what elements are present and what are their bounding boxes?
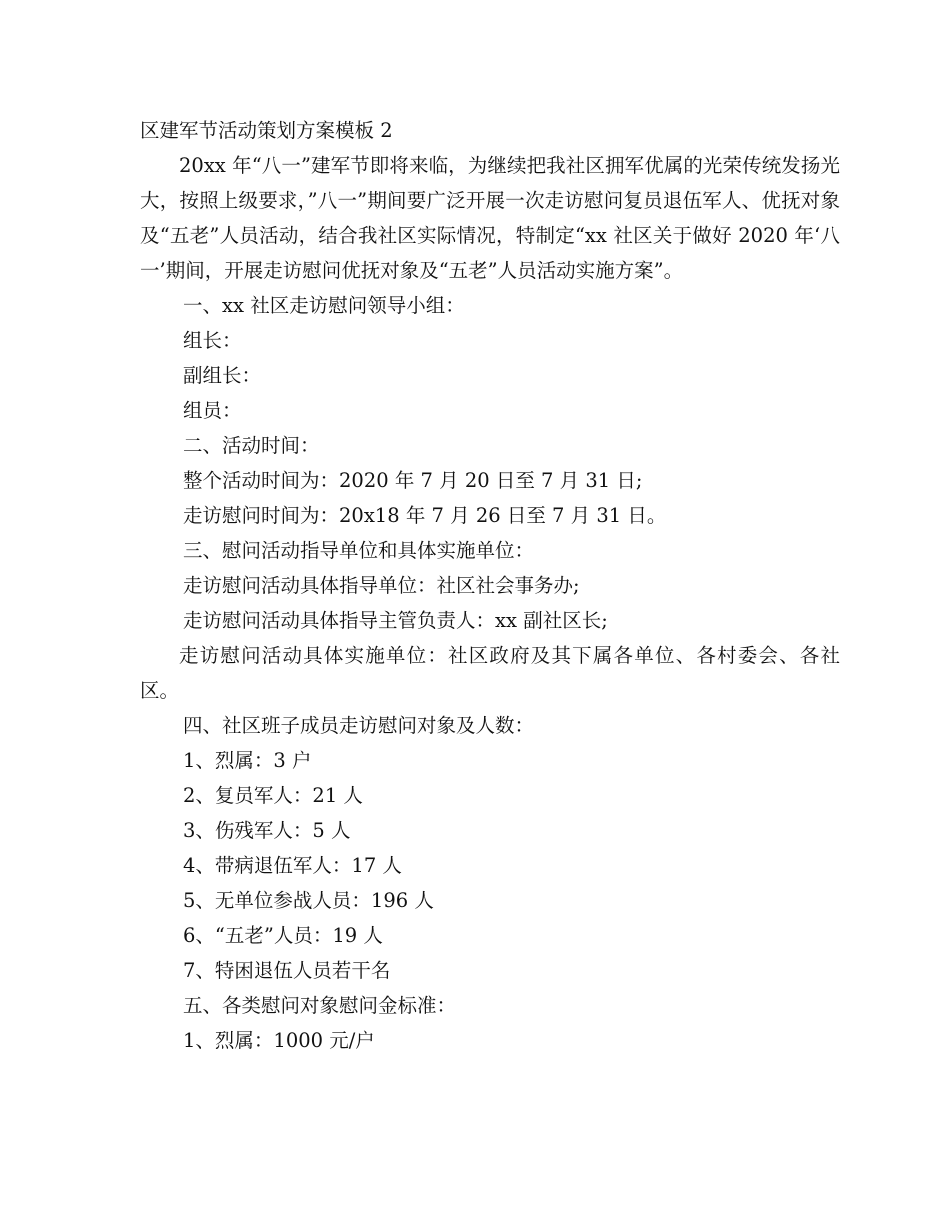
list-item: 7、特困退伍人员若干名 — [183, 959, 391, 982]
list-item: 走访慰问活动具体指导主管负责人：xx 副社区长; — [183, 609, 608, 632]
section-heading: 二、活动时间： — [183, 434, 320, 457]
list-item: 2、复员军人：21 人 — [183, 784, 363, 807]
list-item-wrapped: 走访慰问活动具体实施单位：社区政府及其下属各单位、各村委会、各社区。 — [140, 644, 840, 702]
section-heading: 五、各类慰问对象慰问金标准： — [183, 994, 457, 1017]
document-body — [140, 113, 840, 1058]
list-item: 3、伤残军人：5 人 — [183, 819, 351, 842]
list-item: 1、烈属：3 户 — [183, 749, 312, 772]
list-item: 组长： — [183, 329, 242, 352]
section-heading: 一、xx 社区走访慰问领导小组： — [183, 294, 465, 317]
list-item: 副组长： — [183, 364, 262, 387]
list-item: 5、无单位参战人员：196 人 — [183, 889, 434, 912]
list-item: 整个活动时间为：2020 年 7 月 20 日至 7 月 31 日; — [183, 469, 643, 492]
list-item: 组员： — [183, 399, 242, 422]
list-item: 走访慰问活动具体指导单位：社区社会事务办; — [183, 574, 580, 597]
list-item: 4、带病退伍军人：17 人 — [183, 854, 402, 877]
list-item: 1、烈属：1000 元/户 — [183, 1029, 375, 1052]
list-item: 走访慰问时间为：20x18 年 7 月 26 日至 7 月 31 日。 — [183, 504, 667, 527]
intro-paragraph: 20xx 年“八一”建军节即将来临，为继续把我社区拥军优属的光荣传统发扬光大，按照上级要求，”八一”期间要广泛开展一次走访慰问复员退伍军人、优抚对象及“五老”人员活动，结合我社区实际情况，特制定“xx 社区关于做好 2020 年‘八一’期间，开展走访慰问优抚对象及“五老”人员活动实施方案”。 — [140, 154, 840, 282]
document-title: 区建军节活动策划方案模板 2 — [140, 119, 393, 142]
section-heading: 三、慰问活动指导单位和具体实施单位： — [183, 539, 535, 562]
list-item: 6、“五老”人员：19 人 — [183, 924, 383, 947]
section-heading: 四、社区班子成员走访慰问对象及人数： — [183, 714, 535, 737]
